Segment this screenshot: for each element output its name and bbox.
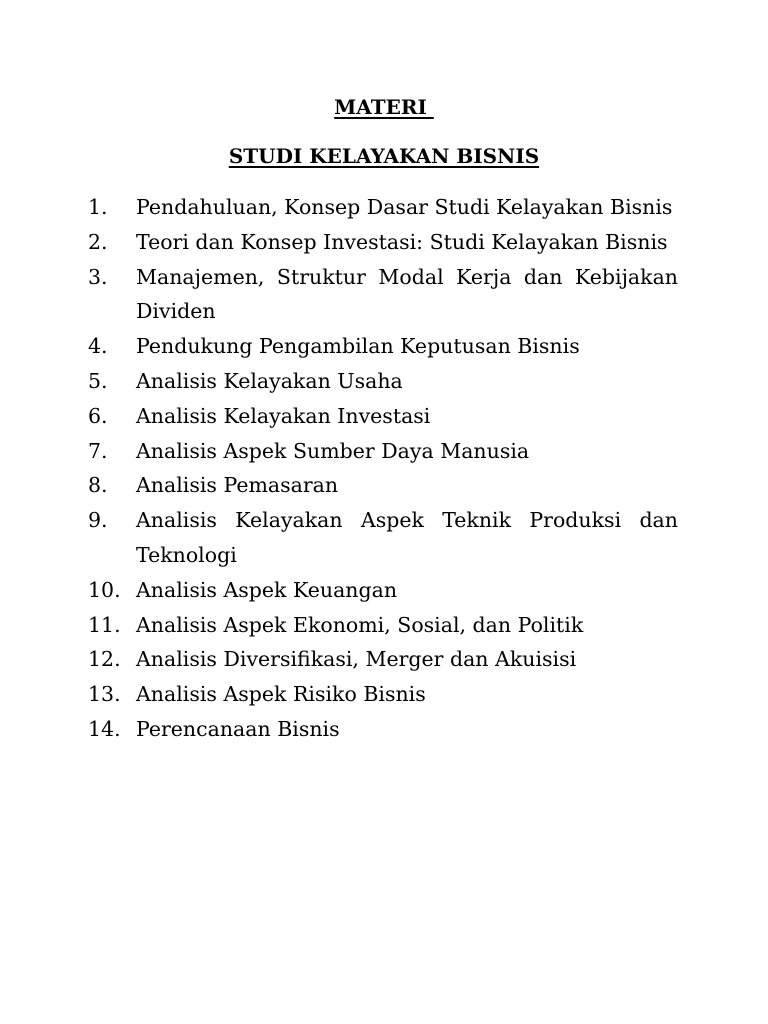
list-item — [88, 399, 678, 434]
list-item — [88, 364, 678, 399]
list-item — [88, 225, 678, 260]
list-item — [88, 190, 678, 225]
list-item — [88, 608, 678, 643]
list-item — [88, 642, 678, 677]
item-number: 8. — [88, 473, 108, 498]
item-number: 6. — [88, 403, 108, 428]
list-item — [88, 434, 678, 469]
item-number: 14. — [88, 716, 121, 741]
item-text: Analisis Kelayakan Investasi — [136, 403, 431, 428]
item-number: 12. — [88, 647, 121, 672]
item-text: Perencanaan Bisnis — [136, 716, 340, 741]
item-text: Analisis Pemasaran — [136, 473, 339, 498]
item-number: 3. — [88, 264, 108, 289]
document-subtitle: STUDI KELAYAKAN BISNIS — [228, 144, 540, 168]
item-text: Analisis Aspek Keuangan — [136, 577, 398, 602]
item-text: Analisis Aspek Risiko Bisnis — [136, 682, 426, 707]
item-text: Analisis Diversifikasi, Merger dan Akuisisi — [136, 647, 577, 672]
list-item — [88, 712, 678, 747]
list-item — [88, 503, 678, 573]
item-text: Manajemen, Struktur Modal Kerja dan Kebijakan Dividen — [136, 264, 678, 324]
item-text: Analisis Aspek Ekonomi, Sosial, dan Politik — [136, 612, 584, 637]
item-text: Analisis Kelayakan Aspek Teknik Produksi dan Teknologi — [136, 508, 678, 567]
item-text: Pendahuluan, Konsep Dasar Studi Kelayakan Bisnis — [136, 195, 673, 219]
list-item — [88, 677, 678, 712]
item-number: 11. — [88, 612, 121, 637]
item-number: 10. — [88, 577, 121, 602]
item-number: 13. — [88, 682, 121, 707]
list-item — [88, 260, 678, 330]
item-text: Teori dan Konsep Investasi: Studi Kelayakan Bisnis — [136, 229, 668, 254]
item-number: 7. — [88, 438, 108, 463]
item-number: 4. — [88, 334, 108, 359]
list-item — [88, 573, 678, 608]
material-list — [88, 190, 678, 747]
list-item — [88, 468, 678, 503]
item-text: Analisis Aspek Sumber Daya Manusia — [136, 438, 530, 463]
item-text: Analisis Kelayakan Usaha — [136, 368, 403, 393]
item-number: 5. — [88, 368, 108, 393]
document-title: MATERI — [334, 95, 434, 119]
list-item — [88, 329, 678, 364]
item-text: Pendukung Pengambilan Keputusan Bisnis — [136, 334, 580, 359]
item-number: 1. — [88, 195, 108, 219]
item-number: 9. — [88, 508, 108, 533]
item-number: 2. — [88, 229, 108, 254]
